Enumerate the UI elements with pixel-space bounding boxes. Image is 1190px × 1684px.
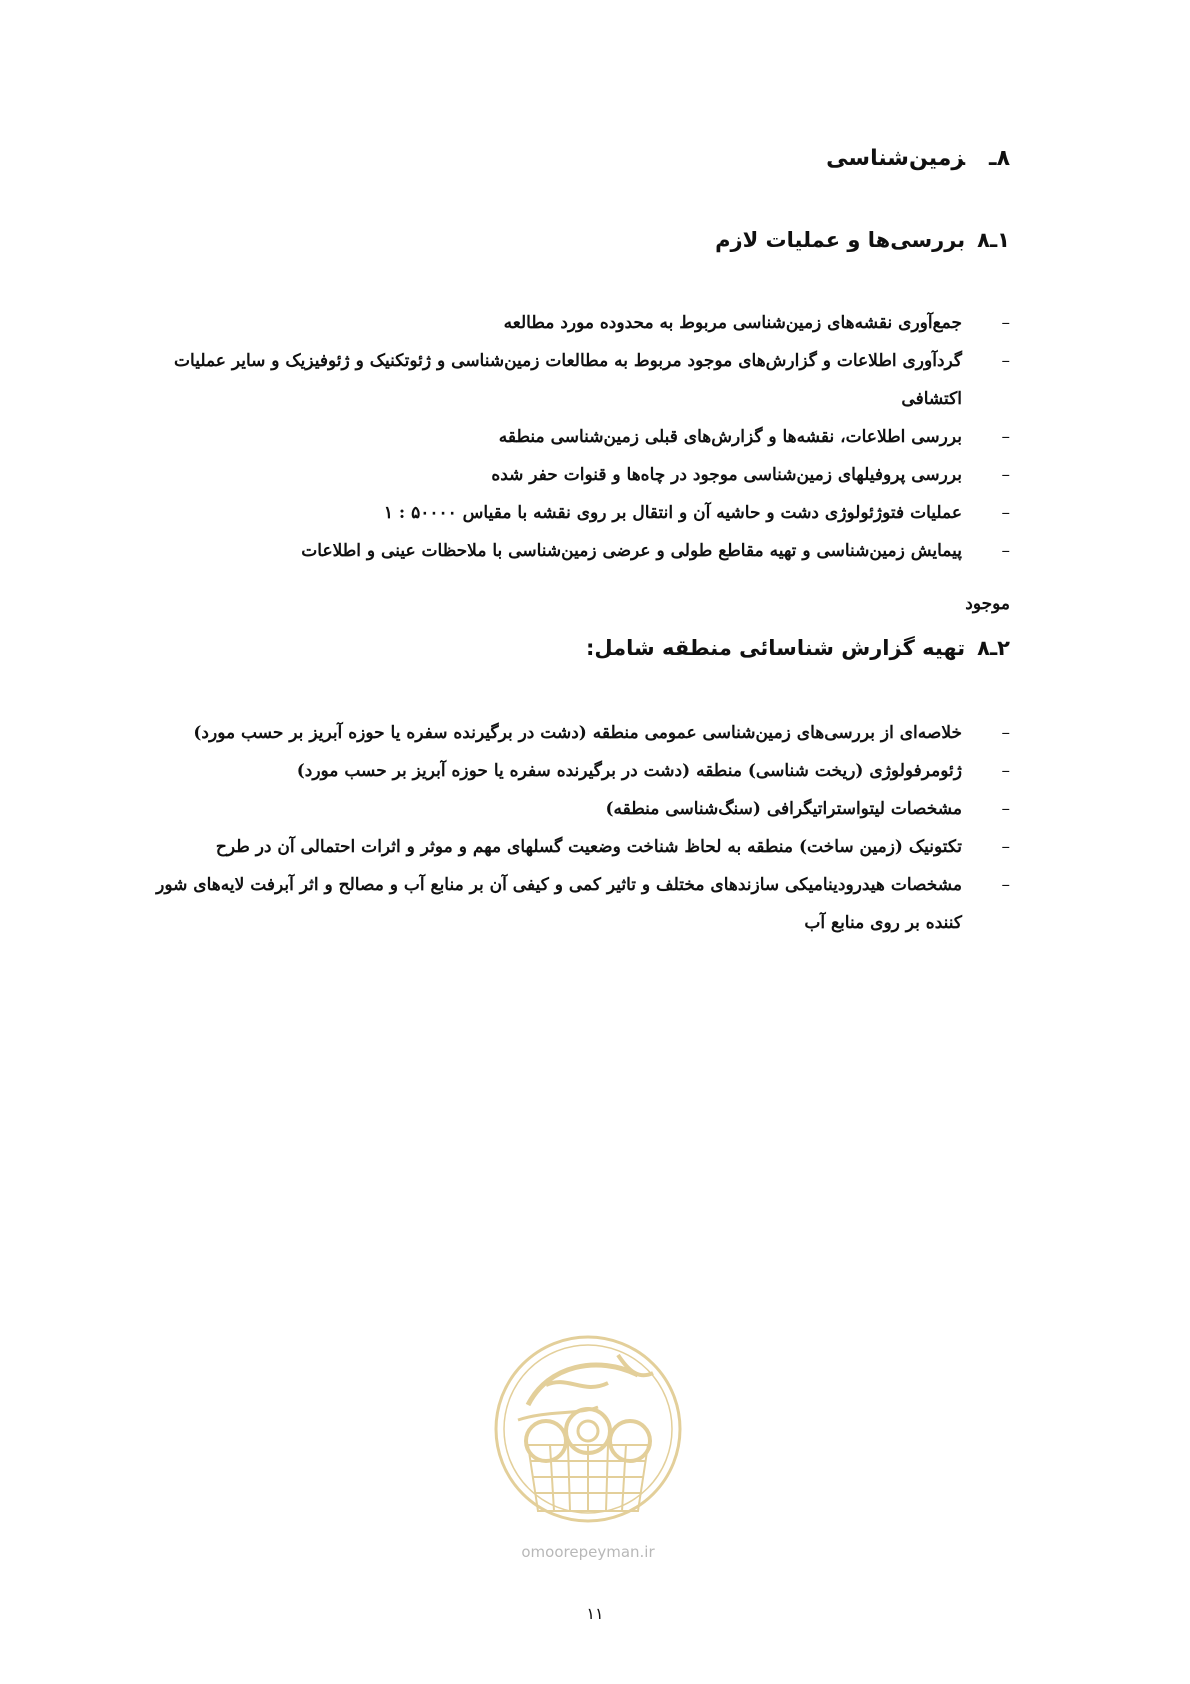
- bullet-dash: –: [1001, 799, 1010, 819]
- bullet-dash: –: [1001, 351, 1010, 371]
- bullet-dash: –: [1001, 875, 1010, 895]
- watermark-site-caption: omoorepeyman.ir: [521, 1543, 655, 1561]
- list-item: – خلاصه‌ای از بررسی‌های زمین‌شناسی عمومی منطقه (دشت در برگیرنده سفره یا حوزه آبریز بر حسب مورد): [150, 714, 1010, 752]
- section-title: زمین‌شناسی: [826, 146, 966, 171]
- list-item: – بررسی پروفیلهای زمین‌شناسی موجود در چاه‌ها و قنوات حفر شده: [150, 456, 1010, 494]
- list-item: – پیمایش زمین‌شناسی و تهیه مقاطع طولی و عرضی زمین‌شناسی با ملاحظات عینی و اطلاعات: [150, 532, 1010, 570]
- subsection-number-1: ۱ـ۸: [977, 228, 1010, 252]
- list-item: – عملیات فتوژئولوژی دشت و حاشیه آن و انتقال بر روی نقشه با مقیاس ۵۰۰۰۰ : ۱: [150, 494, 1010, 532]
- section-number: ۸ـ: [989, 146, 1010, 171]
- subsection-number-2: ۲ـ۸: [977, 636, 1010, 660]
- bullet-dash: –: [1001, 541, 1010, 561]
- report-contents-list: [150, 714, 1010, 942]
- page-number: ۱۱: [586, 1604, 604, 1623]
- bullet-dash: –: [1001, 427, 1010, 447]
- list-item: – تکتونیک (زمین ساخت) منطقه به لحاظ شناخت وضعیت گسلهای مهم و موثر و اثرات احتمالی آن در طرح: [150, 828, 1010, 866]
- section-heading: [826, 146, 1010, 171]
- list-item: – گردآوری اطلاعات و گزارش‌های موجود مربوط به مطالعات زمین‌شناسی و ژئوتکنیک و ژئوفیزیک و سایر عملیات اکتشافی: [150, 342, 1010, 418]
- requirements-list: [150, 304, 1010, 570]
- bullet-dash: –: [1001, 503, 1010, 523]
- bullet-dash: –: [1001, 723, 1010, 743]
- watermark-seal-icon: [488, 1325, 688, 1535]
- bullet-dash: –: [1001, 313, 1010, 333]
- wrapped-word: موجود: [965, 594, 1010, 614]
- bullet-dash: –: [1001, 837, 1010, 857]
- list-item: – مشخصات لیتواستراتیگرافی (سنگ‌شناسی منطقه): [150, 790, 1010, 828]
- subsection-heading-1: [715, 228, 1010, 252]
- bullet-dash: –: [1001, 465, 1010, 485]
- watermark-logo: [488, 1325, 688, 1565]
- subsection-heading-2: [586, 636, 1010, 660]
- list-item: – بررسی اطلاعات، نقشه‌ها و گزارش‌های قبلی زمین‌شناسی منطقه: [150, 418, 1010, 456]
- bullet-dash: –: [1001, 761, 1010, 781]
- list-item: – مشخصات هیدرودینامیکی سازندهای مختلف و تاثیر کمی و کیفی آن بر منابع آب و مصالح و اثر آبرفت لایه‌های شور کننده بر روی منابع آب: [150, 866, 1010, 942]
- list-item: – ژئومرفولوژی (ریخت شناسی) منطقه (دشت در برگیرنده سفره یا حوزه آبریز بر حسب مورد): [150, 752, 1010, 790]
- list-item: – جمع‌آوری نقشه‌های زمین‌شناسی مربوط به محدوده مورد مطالعه: [150, 304, 1010, 342]
- subsection-title-1: بررسی‌ها و عملیات لازم: [715, 228, 966, 252]
- subsection-title-2: تهیه گزارش شناسائی منطقه شامل:: [585, 636, 966, 660]
